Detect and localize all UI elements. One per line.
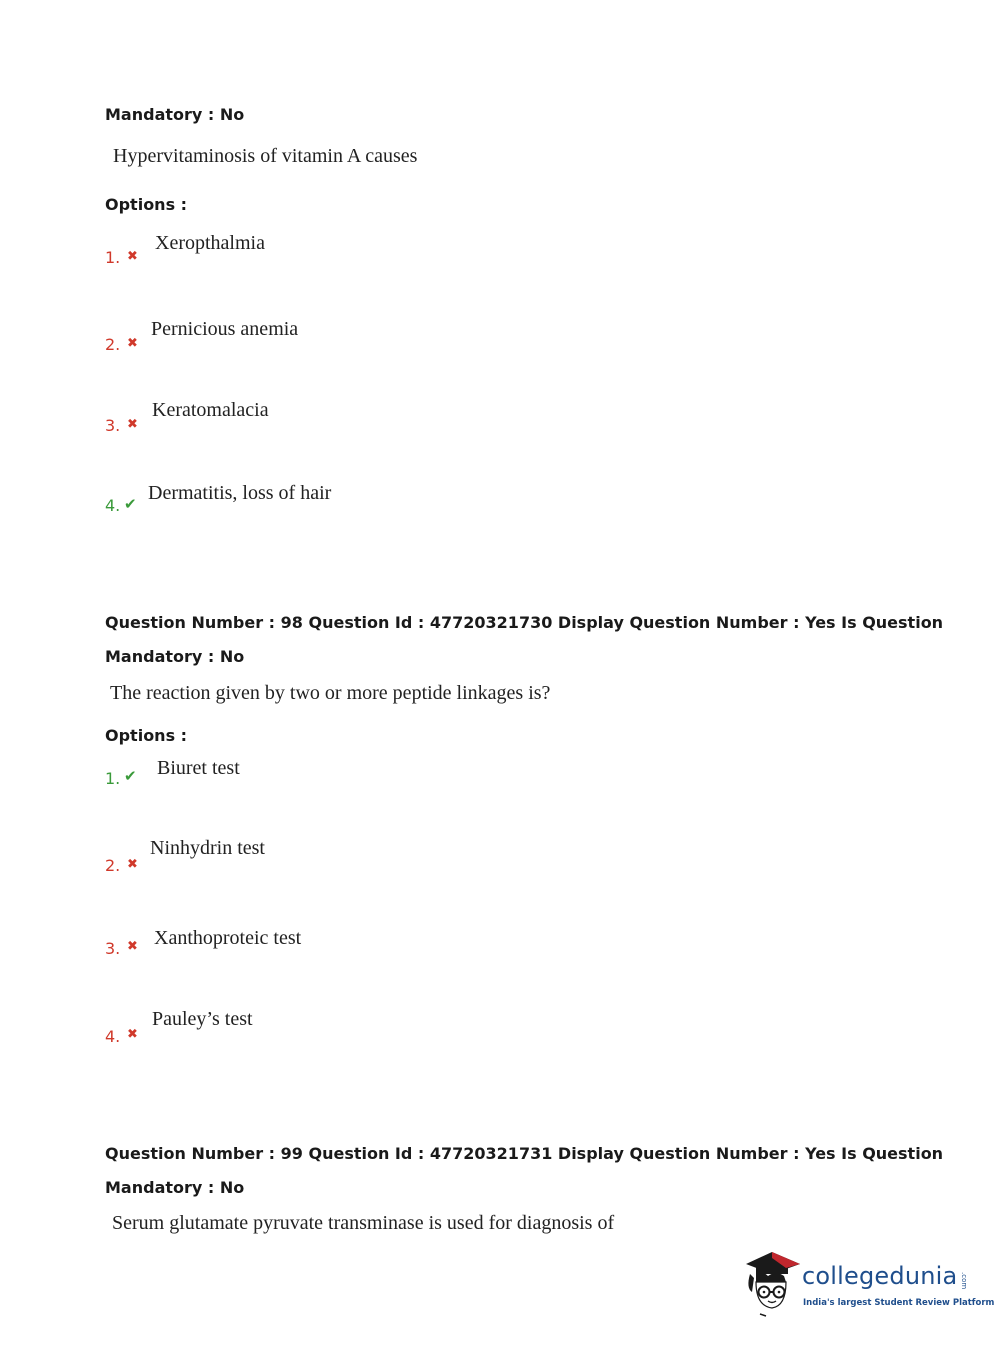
option-text: Xanthoproteic test xyxy=(154,927,302,949)
q99-question-text: Serum glutamate pyruvate transminase is used for diagnosis of xyxy=(112,1212,615,1234)
logo-suffix: .com xyxy=(960,1272,968,1290)
q97-question-text: Hypervitaminosis of vitamin A causes xyxy=(113,145,418,167)
option-number: 4. xyxy=(105,496,121,515)
q98-header: Question Number : 98 Question Id : 47720321730 Display Question Number : Yes Is Question xyxy=(105,613,944,632)
logo-tagline: India's largest Student Review Platform xyxy=(803,1298,995,1308)
logo-wordmark: collegedunia xyxy=(802,1262,958,1290)
mascot-icon xyxy=(742,1248,802,1318)
option-text: Xeropthalmia xyxy=(155,232,265,254)
option-text: Keratomalacia xyxy=(152,399,269,421)
cross-icon: ✖ xyxy=(127,417,138,432)
option-number: 2. xyxy=(105,335,121,354)
option-number: 3. xyxy=(105,939,121,958)
option-number: 1. xyxy=(105,248,121,267)
option-text: Pauley’s test xyxy=(152,1008,253,1030)
q97-options-label: Options : xyxy=(105,195,188,214)
cross-icon: ✖ xyxy=(127,336,138,351)
cross-icon: ✖ xyxy=(127,249,138,264)
q97-mandatory: Mandatory : No xyxy=(105,105,245,124)
option-text: Biuret test xyxy=(157,757,240,779)
option-number: 1. xyxy=(105,769,121,788)
q99-mandatory: Mandatory : No xyxy=(105,1178,245,1197)
cross-icon: ✖ xyxy=(127,939,138,954)
option-number: 4. xyxy=(105,1027,121,1046)
option-text: Pernicious anemia xyxy=(151,318,299,340)
option-number: 2. xyxy=(105,856,121,875)
q99-header: Question Number : 99 Question Id : 47720321731 Display Question Number : Yes Is Question xyxy=(105,1144,944,1163)
q98-mandatory: Mandatory : No xyxy=(105,647,245,666)
check-icon: ✔ xyxy=(124,495,137,513)
cross-icon: ✖ xyxy=(127,857,138,872)
collegedunia-logo xyxy=(742,1248,995,1318)
q98-question-text: The reaction given by two or more peptide linkages is? xyxy=(110,682,551,704)
option-text: Dermatitis, loss of hair xyxy=(148,482,332,504)
option-text: Ninhydrin test xyxy=(150,837,265,859)
cross-icon: ✖ xyxy=(127,1027,138,1042)
option-number: 3. xyxy=(105,416,121,435)
check-icon: ✔ xyxy=(124,767,137,785)
q98-options-label: Options : xyxy=(105,726,188,745)
